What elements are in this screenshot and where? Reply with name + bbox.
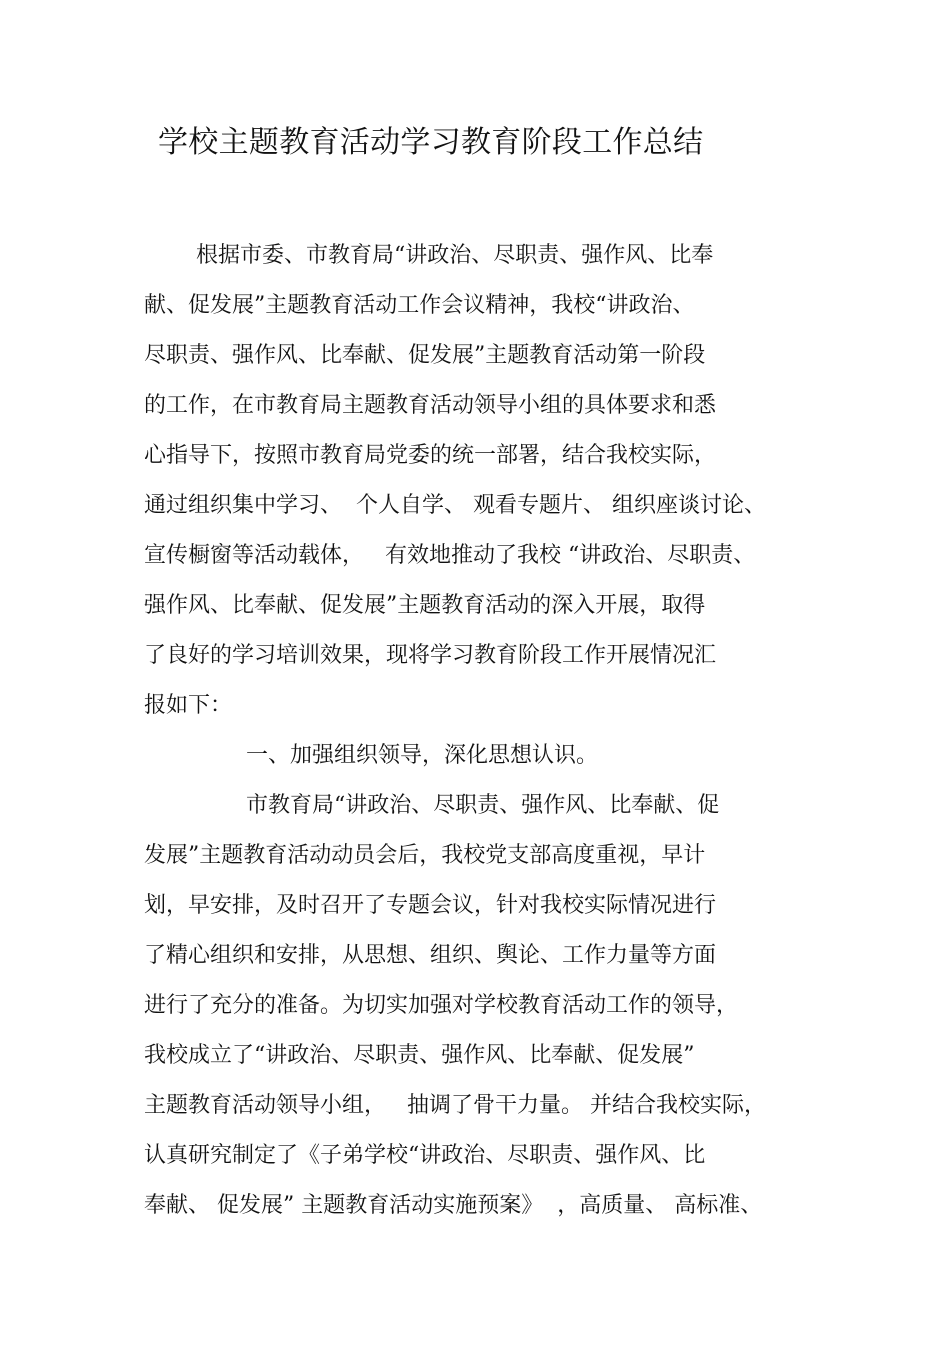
body-line-3: 尽职责、强作风、比奉献、促发展”主题教育活动第一阶段 <box>144 343 706 368</box>
section-heading-1: 一、加强组织领导，深化思想认识。 <box>246 743 599 768</box>
body-line-16: 进行了充分的准备。为切实加强对学校教育活动工作的领导， <box>144 993 739 1018</box>
document-title: 学校主题教育活动学习教育阶段工作总结 <box>158 125 704 160</box>
body-line-1: 根据市委、市教育局“讲政治、尽职责、强作风、比奉 <box>196 243 714 268</box>
body-line-12: 市教育局“讲政治、尽职责、强作风、比奉献、促 <box>246 793 720 818</box>
body-line-15: 了精心组织和安排，从思想、组织、舆论、工作力量等方面 <box>144 943 717 968</box>
body-line-8: 强作风、比奉献、促发展”主题教育活动的深入开展，取得 <box>144 593 706 618</box>
body-line-17: 我校成立了“讲政治、尽职责、强作风、比奉献、促发展” <box>144 1043 695 1068</box>
body-line-4: 的工作，在市教育局主题教育活动领导小组的具体要求和悉 <box>144 393 717 418</box>
body-line-10: 报如下： <box>144 693 233 718</box>
body-line-5: 心指导下，按照市教育局党委的统一部署，结合我校实际， <box>144 443 717 468</box>
body-line-9: 了良好的学习培训效果，现将学习教育阶段工作开展情况汇 <box>144 643 717 668</box>
body-line-7: 宣传橱窗等活动载体， 有效地推动了我校 “讲政治、尽职责、 <box>144 543 756 568</box>
body-line-2: 献、促发展”主题教育活动工作会议精神，我校“讲政治、 <box>144 293 695 318</box>
body-line-6: 通过组织集中学习、 个人自学、 观看专题片、 组织座谈讨论、 <box>144 493 766 518</box>
body-line-14: 划，早安排，及时召开了专题会议，针对我校实际情况进行 <box>144 893 717 918</box>
body-line-18: 主题教育活动领导小组， 抽调了骨干力量。 并结合我校实际， <box>144 1093 766 1118</box>
body-line-19: 认真研究制定了《子弟学校“讲政治、尽职责、强作风、比 <box>144 1143 706 1168</box>
body-line-20: 奉献、 促发展” 主题教育活动实施预案》 ，高质量、 高标准、 <box>144 1193 763 1218</box>
body-line-13: 发展”主题教育活动动员会后，我校党支部高度重视，早计 <box>144 843 706 868</box>
